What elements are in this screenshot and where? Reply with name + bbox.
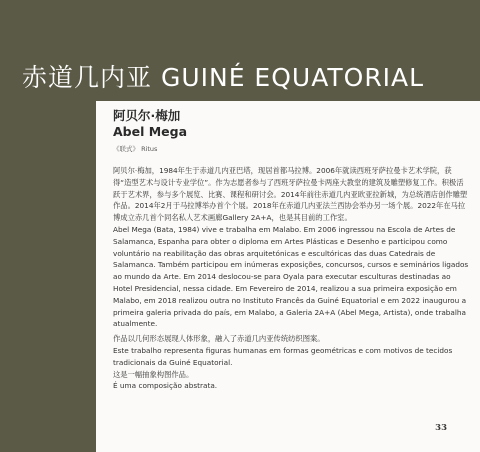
artist-biography (113, 165, 469, 330)
biography-cn: 阿贝尔·梅加，1984年生于赤道几内亚巴塔，现居首都马拉博。2006年就读西班牙萨拉曼卡艺术学院，获得“造型艺术与设计专业学位”。作为志愿者参与了西班牙萨拉曼卡两座大教堂的建筑及雕塑修复工作。积极活跃于艺术界，参与多个展览、比赛、课程和研讨会。2014年前往赤道几内亚欧亚拉新城，为总统酒店创作雕塑作品。2014年2月于马拉博举办首个个展。2018年在赤道几内亚法兰西协会举办另一场个展。2022年在马拉博成立赤几首个同名私人艺术画廊Gallery 2A+A，也是其目前的工作室。 (113, 166, 468, 223)
artwork-description (113, 333, 469, 392)
page-number: 33 (435, 423, 447, 433)
header-band (0, 0, 480, 101)
artist-name-pt: Abel Mega (113, 124, 188, 139)
artist-name-cn: 阿贝尔·梅加 (113, 108, 181, 123)
description-line2-pt: É uma composição abstrata. (113, 381, 218, 391)
side-color-bar (0, 101, 96, 452)
page-title: 赤道几内亚 GUINÉ EQUATORIAL (22, 63, 425, 92)
biography-pt: Abel Mega (Bata, 1984) vive e trabalha em Malabo. Em 2006 ingressou na Escola de Artes de Salamanca, Espanha para obter o diploma em Artes Plásticas e Desenho e participou como voluntário na reabilitação das obras arquitetónicas e escultóricas das duas Catedrais de Salamanca. Também participou em inúmeras exposições, concursos, cursos e seminários ligados ao mundo da Arte. Em 2014 deslocou-se para Oyala para executar esculturas destinadas ao Hotel Presidencial, nessa cidade. Em Fevereiro de 2014, realizou a sua primeira exposição em Malabo, em 2018 realizou outra no Instituto Francês da Guiné Equatorial e em 2022 inaugurou a primeira galeria privada do país, em Malabo, a Galeria 2A+A (Abel Mega, Artista), onde trabalha atualmente. (113, 224, 469, 329)
description-line2-cn: 这是一幅抽象构图作品。 (113, 369, 194, 379)
artist-entry (113, 108, 469, 392)
description-line1-pt: Este trabalho representa figuras humanas em formas geométricas e com motivos de tecidos tradicionais da Guiné Equatorial. (113, 345, 453, 367)
description-line1-cn: 作品以几何形态展现人体形象，融入了赤道几内亚传统纺织图案。 (113, 334, 325, 344)
work-title: 《联式》 Ritus (113, 145, 158, 153)
